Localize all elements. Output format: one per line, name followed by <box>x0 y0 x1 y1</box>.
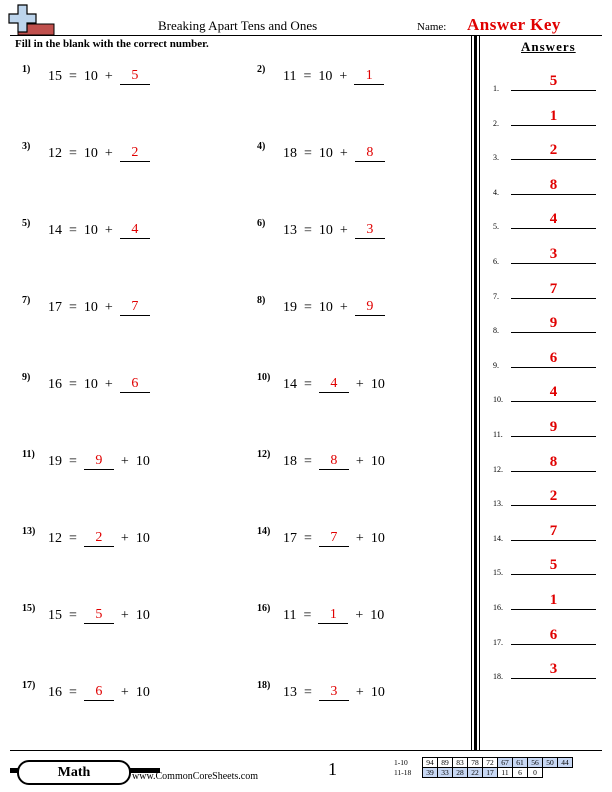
equation <box>48 453 157 470</box>
answer-line <box>511 332 596 333</box>
answer-number: 10. <box>493 395 503 405</box>
problem-number: 13) <box>22 526 36 537</box>
score-cell: 17 <box>483 768 498 778</box>
answer-row <box>493 559 603 579</box>
answer-blank[interactable]: 8 <box>319 453 349 470</box>
problem-number: 3) <box>22 141 31 152</box>
answer-number: 8. <box>493 326 499 336</box>
answer-row <box>493 453 603 476</box>
tens-value: 10 <box>83 377 98 392</box>
column-divider <box>474 35 477 750</box>
problem-number: 16) <box>257 603 271 614</box>
answer-value: 4 <box>549 384 558 401</box>
answer-line <box>511 367 596 368</box>
score-cell: 72 <box>483 758 498 768</box>
plus-logo-icon <box>6 4 56 36</box>
answer-row <box>493 280 603 303</box>
score-row-label: 1-10 <box>394 758 408 767</box>
answer-row <box>493 75 603 95</box>
equation <box>283 530 392 547</box>
answer-value: 8 <box>549 453 558 470</box>
score-table <box>394 757 573 778</box>
answer-value: 7 <box>549 280 558 297</box>
equation-total: 19 <box>283 300 297 315</box>
equals-sign: = <box>69 300 77 315</box>
plus-sign: + <box>104 300 113 315</box>
score-cell: 6 <box>513 768 528 778</box>
answer-line <box>511 194 596 195</box>
answer-line <box>511 263 596 264</box>
answer-blank[interactable]: 2 <box>120 145 150 162</box>
answer-value: 8 <box>549 176 558 193</box>
answer-line <box>511 159 596 160</box>
answer-blank[interactable]: 4 <box>319 376 349 393</box>
equals-sign: = <box>69 454 77 469</box>
column-divider <box>471 35 472 750</box>
answer-line <box>511 471 596 472</box>
answer-line <box>511 540 596 541</box>
answer-value: 5 <box>549 557 558 574</box>
answer-row <box>493 594 603 614</box>
problem-number: 7) <box>22 295 31 306</box>
equation <box>48 68 157 85</box>
plus-sign: + <box>104 223 113 238</box>
equals-sign: = <box>304 531 312 546</box>
problem-number: 17) <box>22 680 36 691</box>
answer-number: 1. <box>493 84 499 93</box>
answer-number: 2. <box>493 118 499 128</box>
page-number: 1 <box>328 759 337 779</box>
answer-number: 5. <box>493 222 499 232</box>
score-cell: 94 <box>423 758 438 768</box>
equation <box>283 145 392 162</box>
answer-blank[interactable]: 5 <box>120 68 150 85</box>
tens-value: 10 <box>83 223 98 238</box>
tens-value: 10 <box>135 531 150 546</box>
plus-sign: + <box>120 608 129 623</box>
answer-line <box>511 436 596 437</box>
plus-sign: + <box>355 377 364 392</box>
tens-value: 10 <box>370 454 385 469</box>
tens-value: 10 <box>83 69 98 84</box>
score-cell: 22 <box>468 768 483 778</box>
answer-number: 17. <box>493 637 503 647</box>
answer-number: 6. <box>493 257 499 266</box>
plus-sign: + <box>104 69 113 84</box>
answer-blank[interactable]: 8 <box>355 145 385 162</box>
bottom-rule <box>10 750 602 751</box>
equation-total: 18 <box>283 454 297 469</box>
answer-value: 6 <box>549 349 558 366</box>
score-cell: 78 <box>468 758 483 768</box>
equation-total: 15 <box>48 69 62 84</box>
plus-sign: + <box>339 69 348 84</box>
subject-badge: Math <box>17 760 131 785</box>
answer-row <box>493 349 603 372</box>
equals-sign: = <box>304 454 312 469</box>
problem-number: 5) <box>22 218 31 229</box>
answer-blank[interactable]: 4 <box>120 222 150 239</box>
answer-value: 1 <box>549 592 558 608</box>
equation-total: 12 <box>48 531 62 546</box>
problem-number: 1) <box>22 64 31 75</box>
problem-number: 12) <box>257 449 271 460</box>
answer-line <box>511 90 596 91</box>
tens-value: 10 <box>318 146 333 161</box>
tens-value: 10 <box>370 685 385 700</box>
equation-total: 19 <box>48 454 62 469</box>
equals-sign: = <box>69 531 77 546</box>
score-cell: 67 <box>498 758 513 768</box>
answer-blank[interactable]: 6 <box>84 684 114 701</box>
tens-value: 10 <box>318 69 333 84</box>
score-row <box>394 768 573 778</box>
answer-line <box>511 644 596 645</box>
equation <box>283 684 392 701</box>
equation-total: 14 <box>283 377 297 392</box>
site-url: www.CommonCoreSheets.com <box>132 771 259 782</box>
answer-value: 9 <box>549 419 558 435</box>
answer-value: 3 <box>549 246 558 262</box>
score-row <box>394 758 573 768</box>
answer-value: 7 <box>549 522 558 539</box>
equals-sign: = <box>69 69 77 84</box>
answer-number: 18. <box>493 672 503 682</box>
tens-value: 10 <box>318 223 333 238</box>
tens-value: 10 <box>370 377 385 392</box>
answer-row <box>493 522 603 545</box>
answer-line <box>511 228 596 229</box>
score-cell: 56 <box>528 758 543 768</box>
plus-sign: + <box>120 685 129 700</box>
equation-total: 15 <box>48 608 62 623</box>
problem-number: 11) <box>22 449 35 460</box>
equation <box>283 607 391 624</box>
score-cell: 50 <box>543 758 558 768</box>
answer-blank[interactable]: 3 <box>355 222 385 239</box>
answer-line <box>511 298 596 299</box>
answer-number: 14. <box>493 533 503 543</box>
answer-number: 9. <box>493 360 499 370</box>
answer-row <box>493 386 603 406</box>
answer-row <box>493 317 603 337</box>
answer-line <box>511 401 596 402</box>
answer-number: 11. <box>493 430 503 439</box>
answer-row <box>493 176 603 199</box>
answer-number: 7. <box>493 291 499 301</box>
equation-total: 16 <box>48 685 62 700</box>
plus-sign: + <box>104 377 113 392</box>
instructions: Fill in the blank with the correct number. <box>15 38 209 50</box>
answer-value: 2 <box>549 142 558 159</box>
score-cell: 39 <box>423 768 438 778</box>
problem-number: 9) <box>22 372 31 383</box>
answer-line <box>511 609 596 610</box>
answer-row <box>493 248 603 268</box>
answer-value: 2 <box>549 488 558 505</box>
equation-total: 11 <box>283 69 297 84</box>
equals-sign: = <box>304 377 312 392</box>
problem-number: 18) <box>257 680 271 691</box>
equation <box>48 299 157 316</box>
answer-line <box>511 125 596 126</box>
problem-number: 8) <box>257 295 266 306</box>
answer-blank[interactable]: 9 <box>355 299 385 316</box>
equation <box>48 607 157 624</box>
answer-number: 16. <box>493 603 503 612</box>
answer-number: 15. <box>493 568 503 578</box>
answer-value: 6 <box>549 626 558 643</box>
answer-row <box>493 490 603 510</box>
answer-row <box>493 421 603 441</box>
answer-number: 13. <box>493 499 503 509</box>
answer-number: 3. <box>493 153 499 163</box>
problem-number: 15) <box>22 603 36 614</box>
plus-sign: + <box>339 223 348 238</box>
answer-value: 4 <box>549 211 558 228</box>
tens-value: 10 <box>318 300 333 315</box>
plus-sign: + <box>120 531 129 546</box>
tens-value: 10 <box>135 454 150 469</box>
equation-total: 14 <box>48 223 62 238</box>
answer-blank[interactable]: 6 <box>120 376 150 393</box>
answer-number: 12. <box>493 464 503 474</box>
equals-sign: = <box>69 685 77 700</box>
problem-number: 10) <box>257 372 271 383</box>
equals-sign: = <box>304 685 312 700</box>
equation <box>48 376 157 393</box>
equation <box>283 68 391 85</box>
answers-heading: Answers <box>521 39 576 54</box>
answer-blank[interactable]: 1 <box>354 68 384 85</box>
answer-line <box>511 678 596 679</box>
equals-sign: = <box>303 608 312 623</box>
equation-total: 17 <box>48 300 62 315</box>
equation <box>48 684 157 701</box>
equation <box>283 453 392 470</box>
score-cell: 0 <box>528 768 543 778</box>
equation <box>48 145 157 162</box>
equals-sign: = <box>304 146 312 161</box>
equation-total: 13 <box>283 223 297 238</box>
answer-blank[interactable]: 7 <box>319 530 349 547</box>
score-cell: 89 <box>438 758 453 768</box>
score-cell: 44 <box>558 758 573 768</box>
plus-sign: + <box>339 300 348 315</box>
plus-sign: + <box>104 146 113 161</box>
equation-total: 12 <box>48 146 62 161</box>
column-divider <box>479 35 480 750</box>
equals-sign: = <box>304 223 312 238</box>
answer-blank[interactable]: 1 <box>318 607 348 624</box>
tens-value: 10 <box>83 146 98 161</box>
plus-sign: + <box>355 685 364 700</box>
tens-value: 10 <box>135 608 150 623</box>
equals-sign: = <box>69 608 77 623</box>
equation-total: 16 <box>48 377 62 392</box>
equals-sign: = <box>303 69 312 84</box>
score-cell: 33 <box>438 768 453 778</box>
answer-row <box>493 626 603 649</box>
equation-total: 17 <box>283 531 297 546</box>
equation-total: 18 <box>283 146 297 161</box>
problem-number: 6) <box>257 218 266 229</box>
answer-key-label: Answer Key <box>467 15 561 34</box>
answer-blank[interactable]: 3 <box>319 684 349 701</box>
score-row-label: 11-18 <box>394 768 412 777</box>
worksheet-title: Breaking Apart Tens and Ones <box>158 18 318 33</box>
answer-blank[interactable]: 5 <box>84 607 114 624</box>
equation <box>283 299 392 316</box>
tens-value: 10 <box>135 685 150 700</box>
equals-sign: = <box>304 300 312 315</box>
equation <box>48 222 157 239</box>
equation <box>283 376 392 393</box>
plus-sign: + <box>339 146 348 161</box>
score-cell: 61 <box>513 758 528 768</box>
plus-sign: + <box>355 531 364 546</box>
equals-sign: = <box>69 377 77 392</box>
score-cell: 11 <box>498 768 513 778</box>
plus-sign: + <box>120 454 129 469</box>
equation-total: 13 <box>283 685 297 700</box>
problem-number: 2) <box>257 64 266 75</box>
answer-row <box>493 144 603 164</box>
answer-line <box>511 574 596 575</box>
tens-value: 10 <box>83 300 98 315</box>
equals-sign: = <box>69 223 77 238</box>
problem-number: 14) <box>257 526 271 537</box>
equation <box>48 530 157 547</box>
plus-sign: + <box>355 454 364 469</box>
answer-row <box>493 663 603 683</box>
answer-blank[interactable]: 7 <box>120 299 150 316</box>
answer-blank[interactable]: 2 <box>84 530 114 547</box>
problem-number: 4) <box>257 141 266 152</box>
answer-blank[interactable]: 9 <box>84 453 114 470</box>
answer-value: 5 <box>549 73 558 89</box>
answer-line <box>511 505 596 506</box>
score-cell: 28 <box>453 768 468 778</box>
tens-value: 10 <box>370 608 385 623</box>
score-cell: 83 <box>453 758 468 768</box>
plus-sign: + <box>355 608 364 623</box>
equals-sign: = <box>69 146 77 161</box>
answer-value: 3 <box>549 661 558 678</box>
equation-total: 11 <box>283 608 297 623</box>
answer-value: 9 <box>549 315 558 332</box>
top-rule <box>10 35 602 36</box>
tens-value: 10 <box>370 531 385 546</box>
answer-row <box>493 107 603 130</box>
answer-value: 1 <box>549 107 558 124</box>
name-label: Name: <box>417 21 447 33</box>
answer-row <box>493 213 603 233</box>
answer-number: 4. <box>493 187 499 197</box>
equation <box>283 222 392 239</box>
